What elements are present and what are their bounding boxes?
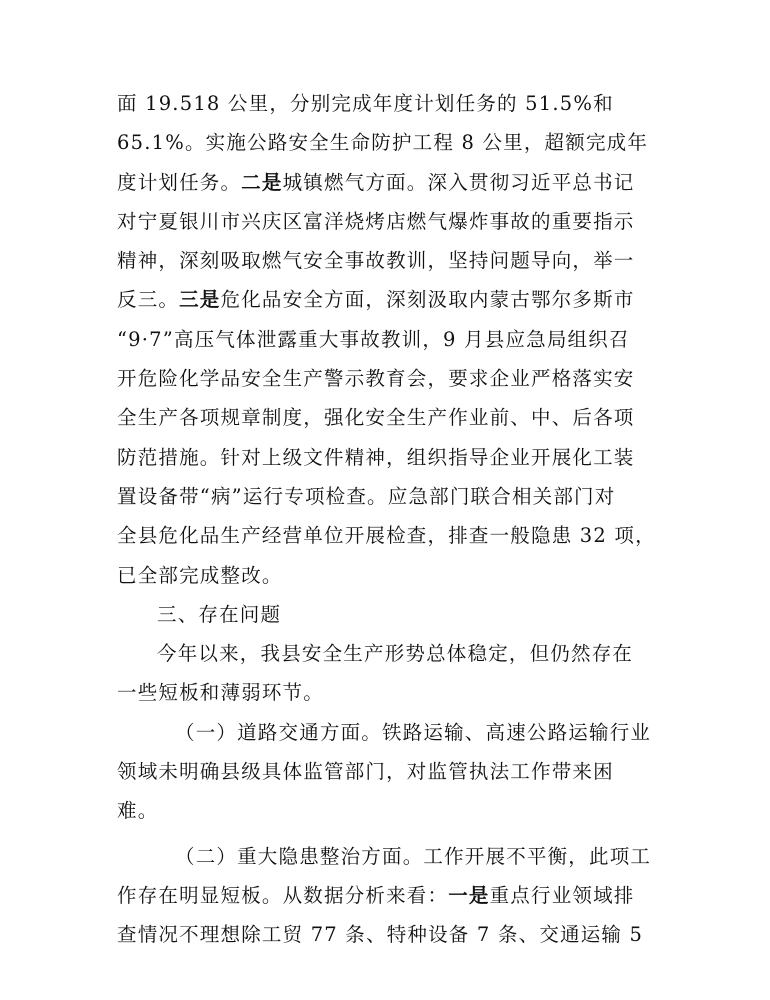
text-line: 已全部完成整改。 <box>117 563 283 587</box>
section-heading: 三、存在问题 <box>157 602 282 626</box>
text-line: 全县危化品生产经营单位开展检查，排查一般隐患 32 项， <box>117 524 656 548</box>
text-line: 难。 <box>117 799 159 823</box>
text-run: 城镇燃气方面。深入贯彻习近平总书记 <box>282 170 635 194</box>
emphasis-run: 三是 <box>179 288 221 312</box>
text-line: 开危险化学品安全生产警示教育会，要求企业严格落实安 <box>117 367 635 391</box>
text-line: 查情况不理想除工贸 77 条、特种设备 7 条、交通运输 5 <box>117 923 644 947</box>
text-line: 全生产各项规章制度，强化安全生产作业前、中、后各项 <box>117 406 635 430</box>
text-run: 危化品安全方面，深刻汲取内蒙古鄂尔多斯市 <box>220 288 635 312</box>
text-run: 反三。 <box>117 288 180 312</box>
text-line: “9·7”高压气体泄露重大事故教训，9 月县应急局组织召 <box>117 327 630 351</box>
text-run: 度计划任务。 <box>117 170 242 194</box>
text-line: 一些短板和薄弱环节。 <box>117 681 325 705</box>
text-line: 对宁夏银川市兴庆区富洋烧烤店燃气爆炸事故的重要指示 <box>117 209 635 233</box>
text-line: 面 19.518 公里，分别完成年度计划任务的 51.5%和 <box>117 92 614 115</box>
text-line: 防范措施。针对上级文件精神，组织指导企业开展化工装 <box>117 445 635 469</box>
text-line <box>117 163 637 202</box>
text-line <box>117 280 637 319</box>
emphasis-run: 二是 <box>241 170 283 194</box>
text-line: 今年以来，我县安全生产形势总体稳定，但仍然存在 <box>157 642 634 666</box>
text-line: 置设备带“病”运行专项检查。应急部门联合相关部门对 <box>117 484 616 508</box>
text-line: 领域未明确县级具体监管部门，对监管执法工作带来困 <box>117 760 614 784</box>
text-line: 精神，深刻吸取燃气安全事故教训，坚持问题导向，举一 <box>117 249 635 273</box>
text-run: 作存在明显短板。从数据分析来看： <box>117 883 449 907</box>
text-line: （一）道路交通方面。铁路运输、高速公路运输行业 <box>175 720 652 744</box>
text-line: 65.1%。实施公路安全生命防护工程 8 公里，超额完成年 <box>117 131 649 155</box>
text-run: 重点行业领域排 <box>489 883 635 907</box>
document-body <box>117 84 656 955</box>
text-line: （二）重大隐患整治方面。工作开展不平衡，此项工 <box>175 844 652 868</box>
text-line <box>117 876 637 915</box>
emphasis-run: 一是 <box>448 883 490 907</box>
